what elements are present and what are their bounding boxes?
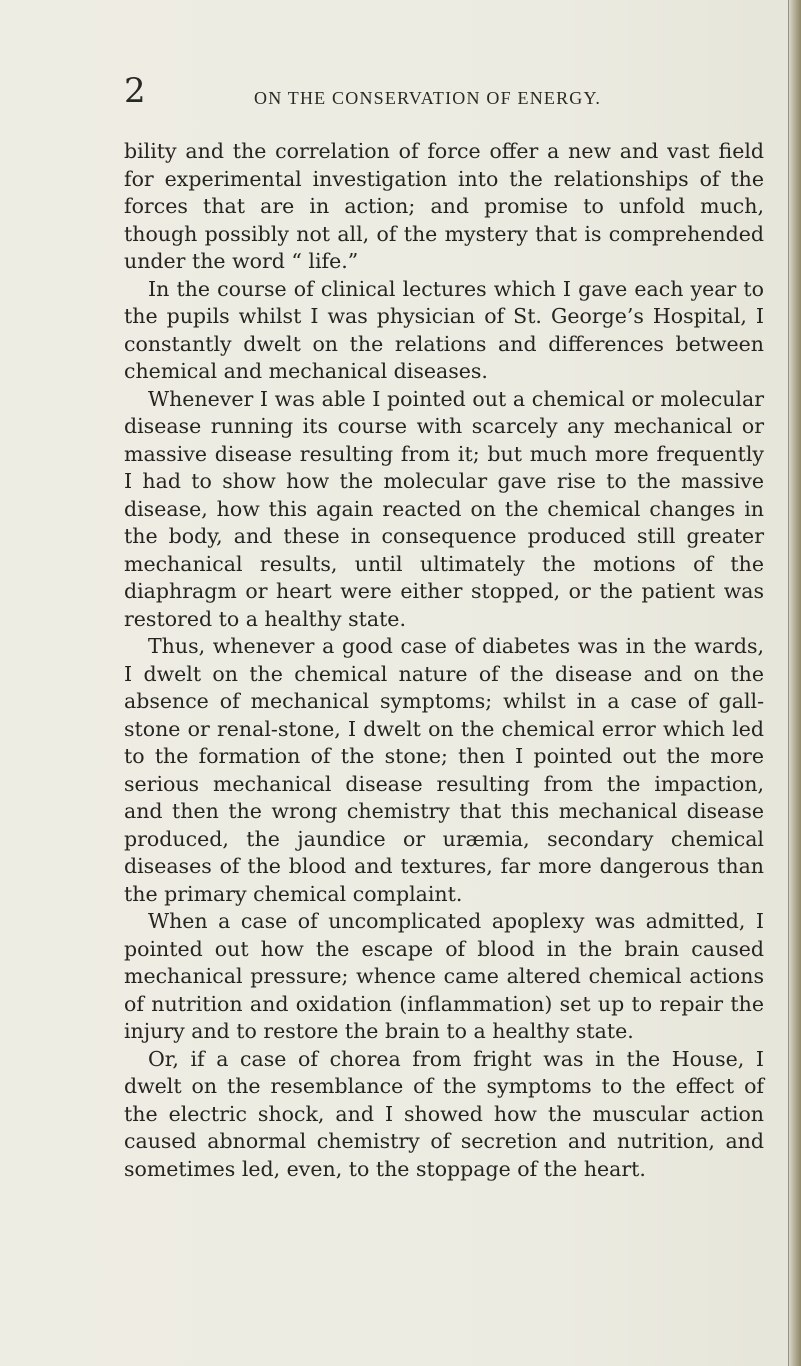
paragraph-1: bility and the correlation of force offer a new and vast field for experimental investigation into the relationships of the forces that are in action; and promise to unfold much, though possibly not all, of the mystery that is comprehended under the word “ life.”: [124, 139, 764, 273]
page-header: [124, 71, 774, 114]
paragraph-6: Or, if a case of chorea from fright was in the House, I dwelt on the resemblance of the symptoms to the effect of the electric shock, and I showed how the muscular action caused abnormal chemistry of secretion and nutrition, and sometimes led, even, to the stoppage of the heart.: [124, 1046, 764, 1181]
page-number: 2: [124, 71, 146, 111]
running-head: ON THE CONSERVATION OF ENERGY.: [254, 88, 602, 108]
body-text: [124, 138, 764, 1183]
paragraph-5: When a case of uncomplicated apoplexy was admitted, I pointed out how the escape of blood in the brain caused mechanical pressure; whence came altered chemical actions of nutrition and oxidation (inflammation) set up to repair the injury and to restore the brain to a healthy state.: [124, 909, 764, 1043]
paragraph-2: In the course of clinical lectures which I gave each year to the pupils whilst I was physician of St. George’s Hospital, I constantly dwelt on the relations and differences between chemical and mechanical diseases.: [124, 276, 764, 383]
page-edge-shadow: [789, 0, 801, 1366]
paragraph-3: Whenever I was able I pointed out a chemical or molecular disease running its course with scarcely any mechanical or massive disease resulting from it; but much more frequently I had to show how the molecular gave rise to the massive disease, how this again reacted on the chemical changes in the body, and these in consequence produced still greater mechanical results, until ultimately the motions of the diaphragm or heart were either stopped, or the patient was restored to a healthy state.: [124, 386, 764, 631]
paragraph-4: Thus, whenever a good case of diabetes was in the wards, I dwelt on the chemical nature of the disease and on the absence of mechanical symptoms; whilst in a case of gall-stone or renal-stone, I dwelt on the chemical error which led to the formation of the stone; then I pointed out the more serious mechanical disease resulting from the impaction, and then the wrong chemistry that this mechanical disease produced, the jaundice or uræmia, secondary chemical diseases of the blood and textures, far more dangerous than the primary chemical complaint.: [124, 634, 764, 906]
